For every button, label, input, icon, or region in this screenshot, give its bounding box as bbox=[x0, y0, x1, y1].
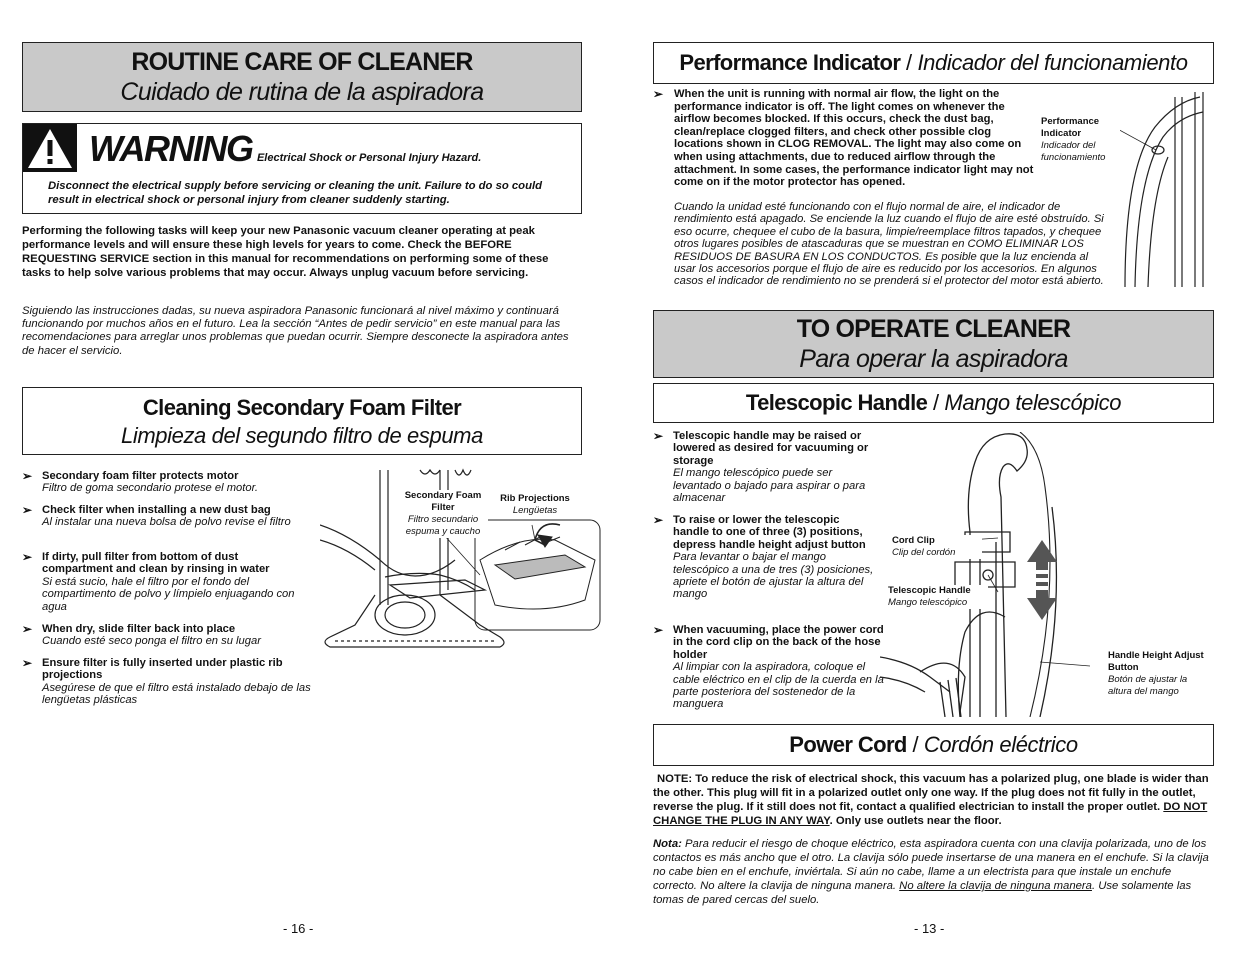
telescopic-bullet: ➢ To raise or lower the telescopic handle to one of three (3) positions, depress handle height adjust button Para levantar o bajar el mango telescópico a una de tres (3) posiciones, apriete el botón de ajustar la altura del mango bbox=[653, 513, 874, 601]
operate-cleaner-title: TO OPERATE CLEANER bbox=[796, 315, 1071, 343]
routine-care-title: ROUTINE CARE OF CLEANER bbox=[131, 48, 473, 76]
routine-care-header bbox=[22, 42, 582, 112]
power-cord-note-english: NOTE: To reduce the risk of electrical shock, this vacuum has a polarized plug, one blade is wider than the other. This plug will fit in a polarized outlet only one way. If the plug does not fit fully in the outlet, reverse the plug. If it still does not fit, contact a qualified electrician to install the proper outlet. DO NOT CHANGE THE PLUG IN ANY WAY. Only use outlets near the floor. bbox=[653, 773, 1209, 827]
arrow-bullet-icon: ➢ bbox=[22, 656, 33, 670]
page-number-right: - 13 - bbox=[914, 921, 945, 936]
operate-cleaner-header bbox=[653, 310, 1214, 378]
power-cord-header: Power Cord / Cordón eléctrico bbox=[653, 724, 1214, 766]
performance-indicator-title: Performance Indicator bbox=[679, 50, 901, 75]
power-cord-subtitle: Cordón eléctrico bbox=[923, 732, 1078, 757]
warning-text: Disconnect the electrical supply before servicing or cleaning the unit. Failure to do so could result in electrical shock or personal injury from cleaner suddenly starting. bbox=[48, 180, 543, 206]
warning-box bbox=[22, 123, 582, 214]
foam-bullet: ➢ Ensure filter is fully inserted under plastic rib projections Asegúrese de que el filtro está instalado debajo de las lengüetas plásticas bbox=[22, 656, 311, 707]
operate-cleaner-subtitle: Para operar la aspiradora bbox=[799, 345, 1068, 373]
handle-height-button-label: Handle Height Adjust Button Botón de ajustar la altura del mango bbox=[1108, 650, 1213, 698]
telescopic-bullet: ➢ Telescopic handle may be raised or lowered as desired for vacuuming or storage El mango telescópico puede ser levantado o bajado para aspirar o para almacenar bbox=[653, 429, 869, 505]
foam-filter-label: Secondary Foam Filter Filtro secundario espuma y caucho bbox=[398, 490, 488, 538]
arrow-bullet-icon: ➢ bbox=[22, 622, 33, 636]
telescopic-handle-title: Telescopic Handle bbox=[745, 390, 928, 415]
performance-indicator-label: Performance Indicator Indicador del funcionamiento bbox=[1041, 116, 1106, 163]
warning-title: WARNING bbox=[89, 128, 253, 169]
power-cord-note-spanish: Nota: Para reducir el riesgo de choque eléctrico, esta aspiradora cuenta con una clavija polarizada, uno de los contactos es más ancho que el otro. La clavija sólo puede insertarse de una manera en el enchufe. Si la clavija no cabe bien en el enchufe, inviértala. Si aún no cabe, llame a un electrista para que instale un enchufe correcto. No altere la clavija de ninguna manera. No altere la clavija de ninguna manera. Use solamente las tomas de pared cercas del suelo. bbox=[653, 838, 1209, 906]
arrow-bullet-icon: ➢ bbox=[22, 469, 33, 483]
arrow-bullet-icon: ➢ bbox=[653, 429, 664, 443]
page-number-left: - 16 - bbox=[283, 921, 314, 936]
performance-indicator-header: Performance Indicator / Indicador del funcionamiento bbox=[653, 42, 1214, 84]
cord-clip-label: Cord Clip Clip del cordón bbox=[892, 535, 982, 559]
routine-care-subtitle: Cuidado de rutina de la aspiradora bbox=[120, 78, 484, 106]
performance-indicator-illustration bbox=[1120, 92, 1210, 287]
intro-english: Performing the following tasks will keep your new Panasonic vacuum cleaner operating at peak performance levels and will ensure these high levels for years to come. Check the BEFORE REQUESTING SERVICE section in this manual for recommendations on performing some of these tasks to help solve various problems that may occur. Always unplug vacuum before servicing. bbox=[22, 225, 549, 279]
telescopic-handle-label: Telescopic Handle Mango telescópico bbox=[888, 585, 988, 609]
telescopic-handle-illustration bbox=[880, 432, 1090, 717]
warning-icon-box bbox=[23, 124, 77, 172]
rib-projections-label: Rib Projections Lengüetas bbox=[500, 493, 570, 516]
foam-filter-header bbox=[22, 387, 582, 455]
arrow-bullet-icon: ➢ bbox=[22, 503, 33, 517]
telescopic-handle-header: Telescopic Handle / Mango telescópico bbox=[653, 383, 1214, 423]
performance-indicator-subtitle: Indicador del funcionamiento bbox=[917, 50, 1188, 75]
warning-hazard: Electrical Shock or Personal Injury Hazard. bbox=[256, 152, 482, 164]
foam-bullet: ➢ If dirty, pull filter from bottom of dust compartment and clean by rinsing in water Si está sucio, hale el filtro por el fondo del compartimento de polvo y límpielo enjuagando con agua bbox=[22, 550, 295, 613]
foam-bullet: ➢ Check filter when installing a new dust bag Al instalar una nueva bolsa de polvo revise el filtro bbox=[22, 503, 291, 529]
power-cord-title: Power Cord bbox=[789, 732, 907, 757]
arrow-bullet-icon: ➢ bbox=[653, 87, 664, 101]
foam-filter-subtitle: Limpieza del segundo filtro de espuma bbox=[121, 423, 483, 448]
arrow-bullet-icon: ➢ bbox=[22, 550, 33, 564]
performance-text-english: When the unit is running with normal air flow, the light on the performance indicator is off. The light comes on whenever the airflow becomes blocked. If this occurs, check the dust bag, clean/replace clogged filters, and check other possible clog locations shown in CLOG REMOVAL. The light may also come on when using attachments, due to reduced airflow through the attachment. In some cases, the performance indicator light may not come on if the motor protector has opened. bbox=[674, 88, 1034, 189]
performance-text-spanish: Cuando la unidad esté funcionando con el flujo normal de aire, el indicador de rendimiento está apagado. Se enciende la luz cuando el flujo de aire esté obstruído. Si eso ocurre, chequee el cubo de la basura, limpie/reemplace filtros tapados, y chequee otros lugares posibles de atascaduras que se muestran en COMO ELIMINAR LOS RESIDUOS DE BASURA EN LOS CONDUCTOS. Es posible que la luz encienda al usar los accesorios porque el flujo de aire es reducido por los accesorios. En algunos casos el indicador de rendimiento no se prenderá si el protector del motor está abierto. bbox=[674, 201, 1104, 288]
foam-bullet: ➢ Secondary foam filter protects motor Filtro de goma secondario protese el motor. bbox=[22, 469, 258, 495]
telescopic-bullet: ➢ When vacuuming, place the power cord in the cord clip on the back of the hose holder Al limpiar con la aspiradora, coloque el cable eléctrico en el clip de la cuerda en la parte posteriora del sostenedor de la manguera bbox=[653, 623, 884, 711]
telescopic-handle-subtitle: Mango telescópico bbox=[944, 390, 1122, 415]
foam-filter-title: Cleaning Secondary Foam Filter bbox=[142, 395, 462, 420]
warning-triangle-icon bbox=[23, 124, 77, 172]
foam-bullet: ➢ When dry, slide filter back into place Cuando esté seco ponga el filtro en su lugar bbox=[22, 622, 261, 648]
arrow-bullet-icon: ➢ bbox=[653, 513, 664, 527]
intro-spanish: Siguiendo las instrucciones dadas, su nueva aspiradora Panasonic funcionará al nivel máximo y continuará funcionando por muchos años en el futuro. Lea la sección “Antes de pedir servicio” en este manual para las recomendaciones para arreglar unos problemas que puedan ocurrir. Siempre desconecte la aspiradora antes de hacer el servicio. bbox=[22, 305, 569, 357]
arrow-bullet-icon: ➢ bbox=[653, 623, 664, 637]
